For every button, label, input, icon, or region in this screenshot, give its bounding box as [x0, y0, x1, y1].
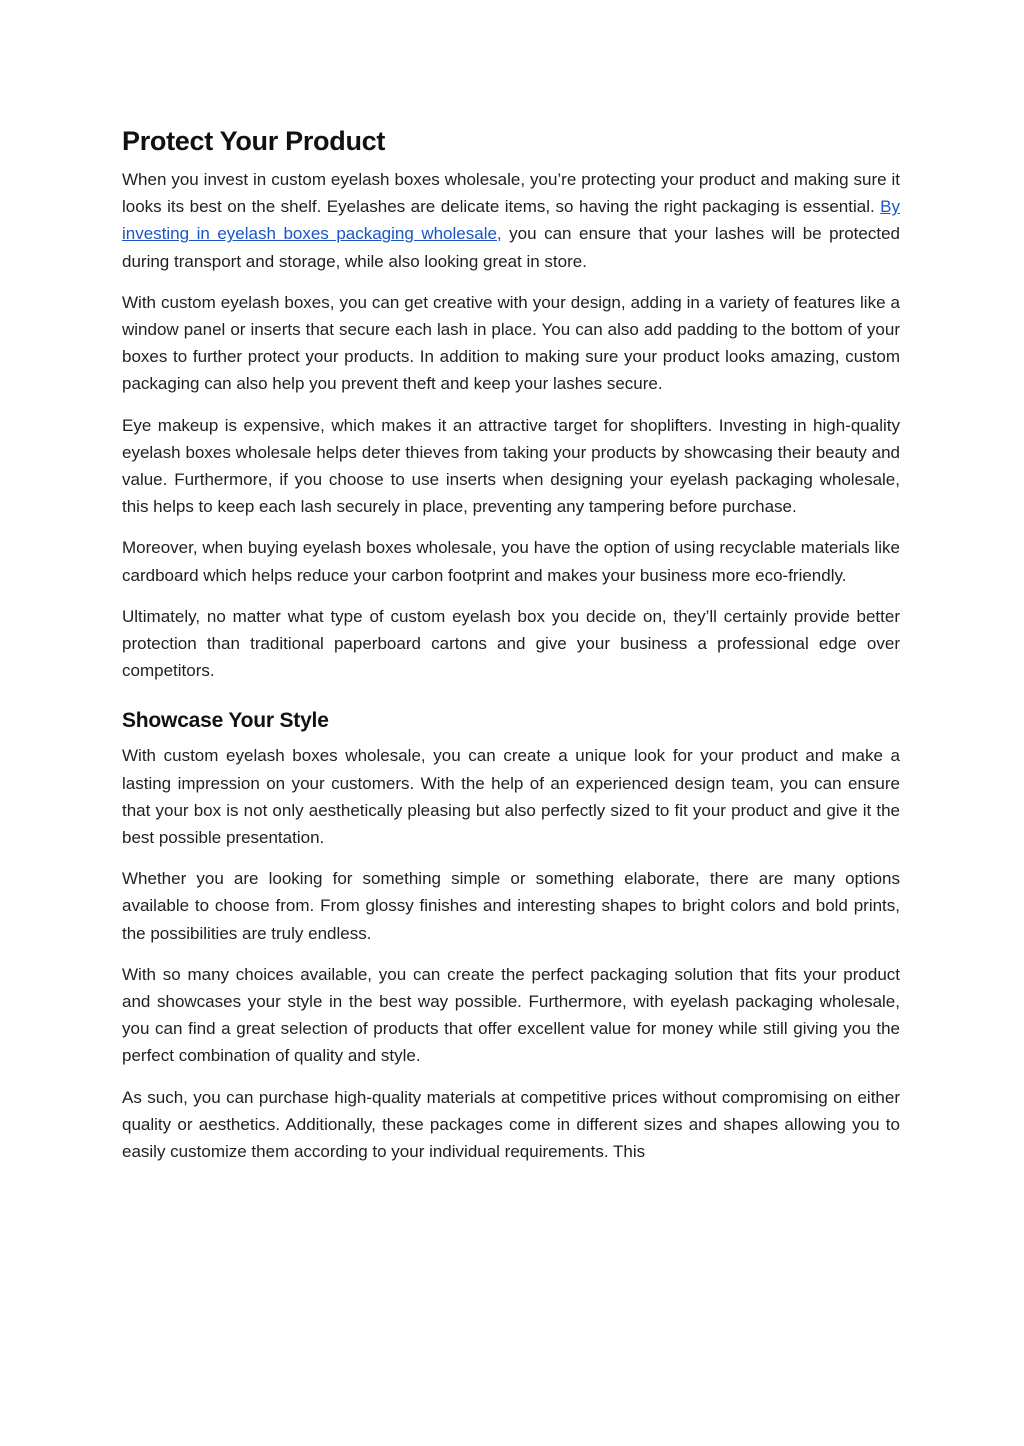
paragraph: As such, you can purchase high-quality materials at competitive prices without compromising on either quality or aesthetics. Additionally, these packages come in different sizes and shapes allowing you to easily customize them according to your individual requirements. This: [122, 1087, 900, 1162]
paragraph: With custom eyelash boxes, you can get creative with your design, adding in a variety of features like a window panel or inserts that secure each lash in place. You can also add padding to the bottom of your boxes to further protect your products. In addition to making sure your product looks amazing, custom packaging can also help you prevent theft and keep your lashes secure.: [122, 292, 900, 394]
eyelash-boxes-packaging-link[interactable]: By investing in eyelash boxes packaging wholesale,: [122, 197, 900, 244]
document-page: [122, 122, 900, 1179]
heading-protect-your-product: Protect Your Product: [122, 126, 386, 156]
paragraph: Moreover, when buying eyelash boxes wholesale, you have the option of using recyclable materials like cardboard which helps reduce your carbon footprint and makes your business more eco-friendly.: [122, 538, 900, 585]
paragraph: [122, 166, 900, 275]
paragraph: Eye makeup is expensive, which makes it an attractive target for shoplifters. Investing in high-quality eyelash boxes wholesale helps deter thieves from taking your products by showcasing their beauty and value. Furthermore, if you choose to use inserts when designing your eyelash packaging wholesale, this helps to keep each lash securely in place, preventing any tampering before purchase.: [122, 415, 900, 517]
paragraph: With custom eyelash boxes wholesale, you can create a unique look for your product and make a lasting impression on your customers. With the help of an experienced design team, you can ensure that your box is not only aesthetically pleasing but also perfectly sized to fit your product and give it the best possible presentation.: [122, 746, 900, 848]
paragraph: Whether you are looking for something simple or something elaborate, there are many options available to choose from. From glossy finishes and interesting shapes to bright colors and bold prints, the possibilities are truly endless.: [122, 869, 900, 943]
paragraph: Ultimately, no matter what type of custom eyelash box you decide on, they’ll certainly provide better protection than traditional paperboard cartons and give your business a professional edge over competitors.: [122, 606, 900, 681]
paragraph: With so many choices available, you can create the perfect packaging solution that fits your product and showcases your style in the best way possible. Furthermore, with eyelash packaging wholesale, you can find a great selection of products that offer excellent value for money while still giving you the perfect combination of quality and style.: [122, 964, 900, 1066]
paragraph-text: When you invest in custom eyelash boxes wholesale, you’re protecting your product and making sure it looks its best on the shelf. Eyelashes are delicate items, so having the right packaging is essential.: [122, 170, 900, 217]
paragraph-text: you can ensure that your lashes will be protected during transport and storage, while also looking great in store.: [122, 224, 900, 271]
heading-showcase-your-style: Showcase Your Style: [122, 709, 329, 733]
